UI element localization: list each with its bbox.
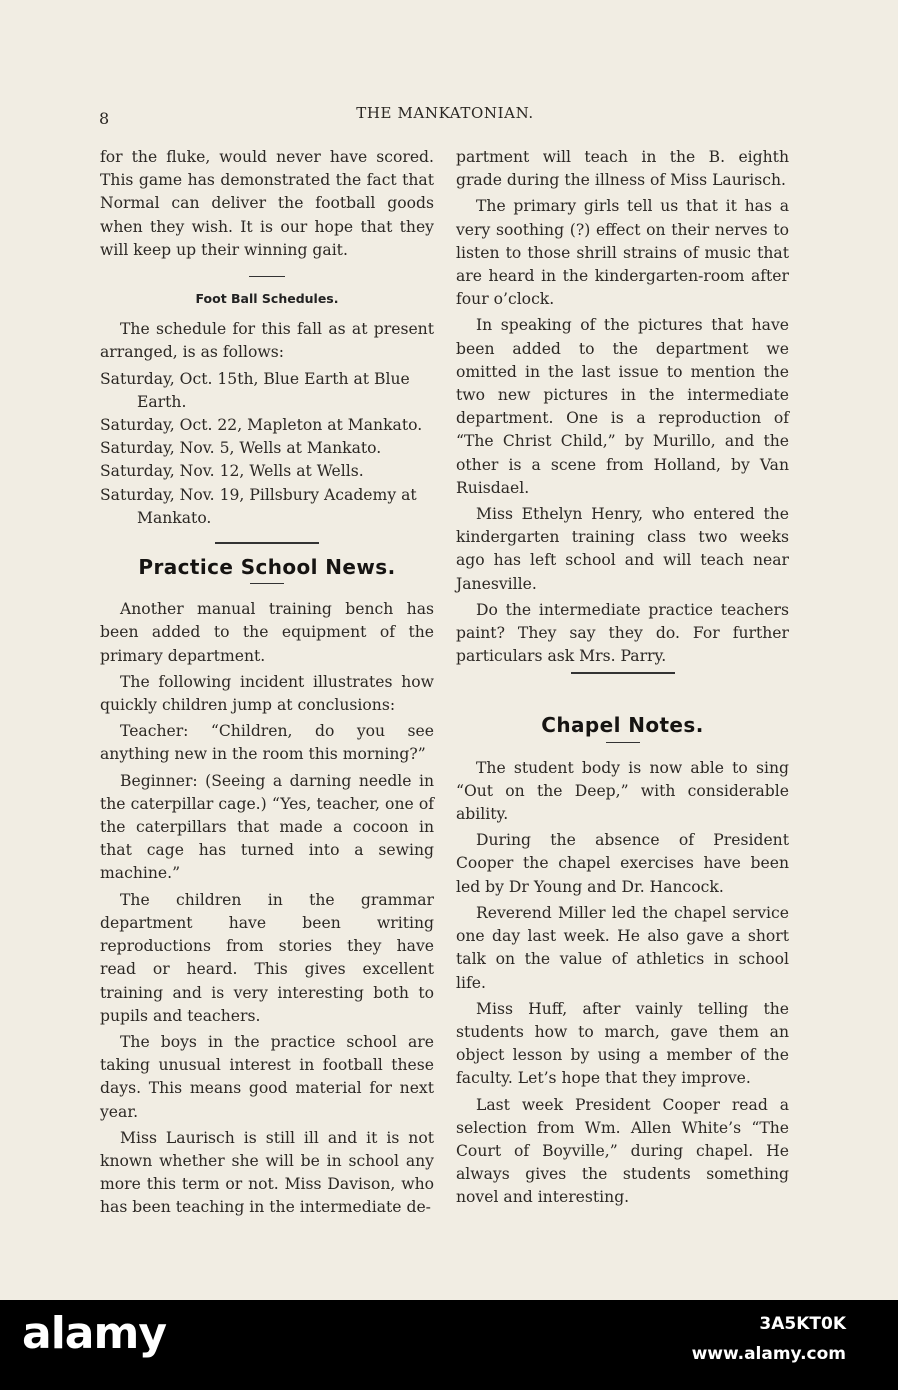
paragraph: The boys in the practice school are taking unusual interest in football these days. This means good material for next year.	[100, 1032, 434, 1121]
section-heading-chapel: Chapel Notes.	[541, 713, 704, 738]
page-number: 8	[99, 109, 110, 128]
paragraph: Last week President Cooper read a selection from Wm. Allen White’s “The Court of Boyville,” during chapel. He always gives the students something novel and interesting.	[456, 1095, 789, 1207]
divider	[606, 742, 640, 743]
paragraph: Miss Laurisch is still ill and it is not known whether she will be in school any more this term or not. Miss Davison, who has been teaching in the intermediate de-	[100, 1128, 434, 1217]
site-url: www.alamy.com	[691, 1344, 846, 1364]
schedule-item: Saturday, Nov. 19, Pillsbury Academy at Mankato.	[100, 485, 417, 527]
right-column	[456, 146, 789, 1213]
paragraph: During the absence of President Cooper the chapel exercises have been led by Dr Young and Dr. Hancock.	[456, 831, 789, 896]
section-heading-practice-school: Practice School News.	[138, 555, 396, 580]
schedule-item: Saturday, Nov. 5, Wells at Mankato.	[100, 439, 382, 458]
schedule-item: Saturday, Nov. 12, Wells at Wells.	[100, 462, 364, 481]
watermark-logo: alamy	[22, 1308, 166, 1359]
paragraph: Reverend Miller led the chapel service one day last week. He also gave a short talk on the value of athletics in school life.	[456, 903, 789, 992]
paragraph: Beginner: (Seeing a darning needle in the caterpillar cage.) “Yes, teacher, one of the caterpillars that made a cocoon in that cage has turned into a sewing machine.”	[100, 771, 434, 883]
image-id: 3A5KT0K	[759, 1314, 846, 1334]
watermark-bar	[0, 1300, 898, 1390]
divider	[215, 542, 319, 544]
paragraph: The schedule for this fall as at present arranged, is as follows:	[100, 320, 434, 362]
paragraph: In speaking of the pictures that have been added to the department we omitted in the last issue to mention the two new pictures in the intermediate department. One is a reproduction of “The Christ Child,” by Murillo, and the other is a scene from Holland, by Van Ruisdael.	[456, 316, 789, 497]
paragraph: Miss Ethelyn Henry, who entered the kindergarten training class two weeks ago has left school and will teach near Janesville.	[456, 505, 789, 593]
divider	[250, 583, 284, 584]
section-heading-football: Foot Ball Schedules.	[195, 291, 339, 307]
paragraph: Miss Huff, after vainly telling the students how to march, gave them an object lesson by using a member of the faculty. Let’s hope that they improve.	[456, 999, 789, 1088]
paragraph: Another manual training bench has been added to the equipment of the primary department.	[100, 600, 434, 665]
running-title: THE MANKATONIAN.	[356, 104, 534, 122]
paragraph: Do the intermediate practice teachers paint? They say they do. For further particulars ask Mrs. Parry.	[456, 600, 789, 666]
paragraph: partment will teach in the B. eighth grade during the illness of Miss Laurisch.	[456, 148, 789, 190]
paragraph: Teacher: “Children, do you see anything new in the room this morning?”	[100, 722, 434, 764]
left-column	[100, 146, 434, 1223]
schedule-list	[100, 368, 434, 530]
divider	[249, 276, 285, 277]
paragraph: The primary girls tell us that it has a very soothing (?) effect on their nerves to listen to those shrill strains of music that are heard in the kindergarten-room after four o’clock.	[456, 197, 789, 309]
divider	[571, 672, 675, 674]
paragraph: The following incident illustrates how quickly children jump at conclusions:	[100, 672, 434, 715]
paragraph: The student body is now able to sing “Out on the Deep,” with considerable ability.	[456, 758, 789, 824]
paragraph: The children in the grammar department have been writing reproductions from stories they have read or heard. This gives excellent training and is very interesting both to pupils and teachers.	[100, 890, 434, 1025]
schedule-item: Saturday, Oct. 15th, Blue Earth at Blue Earth.	[100, 369, 410, 411]
schedule-item: Saturday, Oct. 22, Mapleton at Mankato.	[100, 416, 423, 435]
paragraph: for the fluke, would never have scored. This game has demonstrated the fact that Normal can deliver the football goods when they wish. It is our hope that they will keep up their winning gait.	[100, 148, 434, 259]
